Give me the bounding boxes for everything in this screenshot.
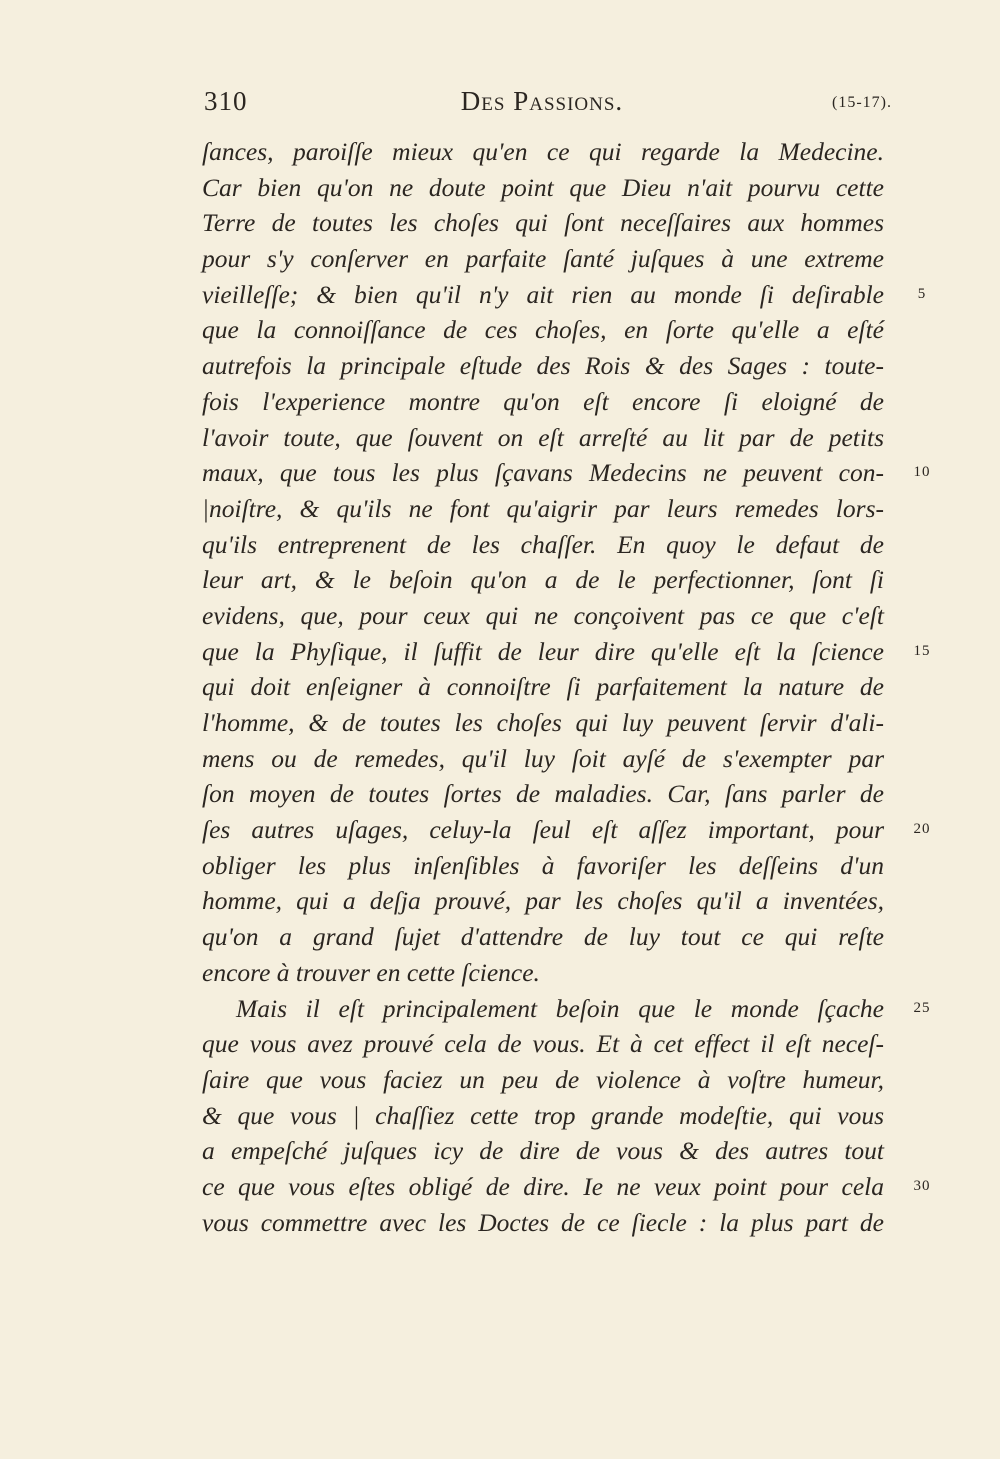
running-head xyxy=(202,84,892,118)
text-line: homme, qui a deſja prouvé, par les choſes qu'il a inventées, xyxy=(202,886,884,916)
line-number: 5 xyxy=(917,285,927,302)
text-line: Car bien qu'on ne doute point que Dieu n'ait pourvu cette xyxy=(202,172,884,202)
text-line: l'homme, & de toutes les choſes qui luy peuvent ſervir d'ali- xyxy=(202,708,884,737)
text-line: ſaire que vous faciez un peu de violence à voſtre humeur, xyxy=(202,1064,884,1094)
text-line: que vous avez prouvé cela de vous. Et à cet effect il eſt neceſ- xyxy=(202,1029,884,1059)
text-line: ſances, paroiſſe mieux qu'en ce qui regarde la Medecine. xyxy=(202,137,884,166)
line-number: 25 xyxy=(913,999,931,1016)
text-line: que la connoiſſance de ces choſes, en ſorte qu'elle a eſté xyxy=(202,315,884,345)
text-line: ſes autres uſages, celuy-la ſeul eſt aſſez important, pour xyxy=(202,815,884,845)
text-line: obliger les plus inſenſibles à favoriſer les deſſeins d'un xyxy=(202,850,884,880)
text-line: & que vous | chaſſiez cette trop grande modeſtie, qui vous xyxy=(202,1100,884,1130)
text-line: qu'on a grand ſujet d'attendre de luy tout ce qui reſte xyxy=(202,922,884,952)
text-line: ce que vous eſtes obligé de dire. Ie ne veux point pour cela xyxy=(202,1171,884,1201)
text-line: leur art, & le beſoin qu'on a de le perfectionner, ſont ſi xyxy=(202,565,884,595)
section-reference: (15-17). xyxy=(832,94,892,111)
text-line: autrefois la principale eſtude des Rois & des Sages : toute- xyxy=(202,351,884,381)
line-number: 10 xyxy=(913,464,931,481)
text-line: vieilleſſe; & bien qu'il n'y ait rien au monde ſi deſirable xyxy=(202,279,884,309)
text-line: Mais il eſt principalement beſoin que le monde ſçache xyxy=(236,993,884,1023)
text-line: vous commettre avec les Doctes de ce ſiecle : la plus part de xyxy=(202,1207,884,1237)
text-line: encore à trouver en cette ſcience. xyxy=(202,957,540,987)
page-number: 310 xyxy=(204,86,248,116)
text-line: mens ou de remedes, qu'il luy ſoit ayſé de s'exempter par xyxy=(202,743,884,773)
text-line: l'avoir toute, que ſouvent on eſt arreſté au lit par de petits xyxy=(202,422,884,452)
text-line: ſon moyen de toutes ſortes de maladies. Car, ſans parler de xyxy=(202,779,884,809)
line-number: 15 xyxy=(913,642,931,659)
text-line: pour s'y conſerver en parfaite ſanté juſques à une extreme xyxy=(202,244,884,274)
text-line: que la Phyſique, il ſuffit de leur dire qu'elle eſt la ſcience xyxy=(202,636,884,666)
text-line: a empeſché juſques icy de dire de vous & des autres tout xyxy=(202,1136,884,1166)
text-line: fois l'experience montre qu'on eſt encore ſi eloigné de xyxy=(202,386,884,416)
line-number: 30 xyxy=(913,1178,931,1195)
text-line: maux, que tous les plus ſçavans Medecins ne peuvent con- xyxy=(202,458,884,488)
line-number: 20 xyxy=(913,821,931,838)
text-line: qui doit enſeigner à connoiſtre ſi parfaitement la nature de xyxy=(202,672,884,702)
body-text xyxy=(202,134,884,1240)
text-line: qu'ils entreprenent de les chaſſer. En quoy le defaut de xyxy=(202,529,884,559)
text-line: |noiſtre, & qu'ils ne font qu'aigrir par leurs remedes lors- xyxy=(202,493,884,523)
text-line: evidens, que, pour ceux qui ne conçoivent pas ce que c'eſt xyxy=(202,600,884,630)
text-line: Terre de toutes les choſes qui ſont neceſſaires aux hommes xyxy=(202,208,884,238)
running-title: Des Passions. xyxy=(460,86,624,116)
